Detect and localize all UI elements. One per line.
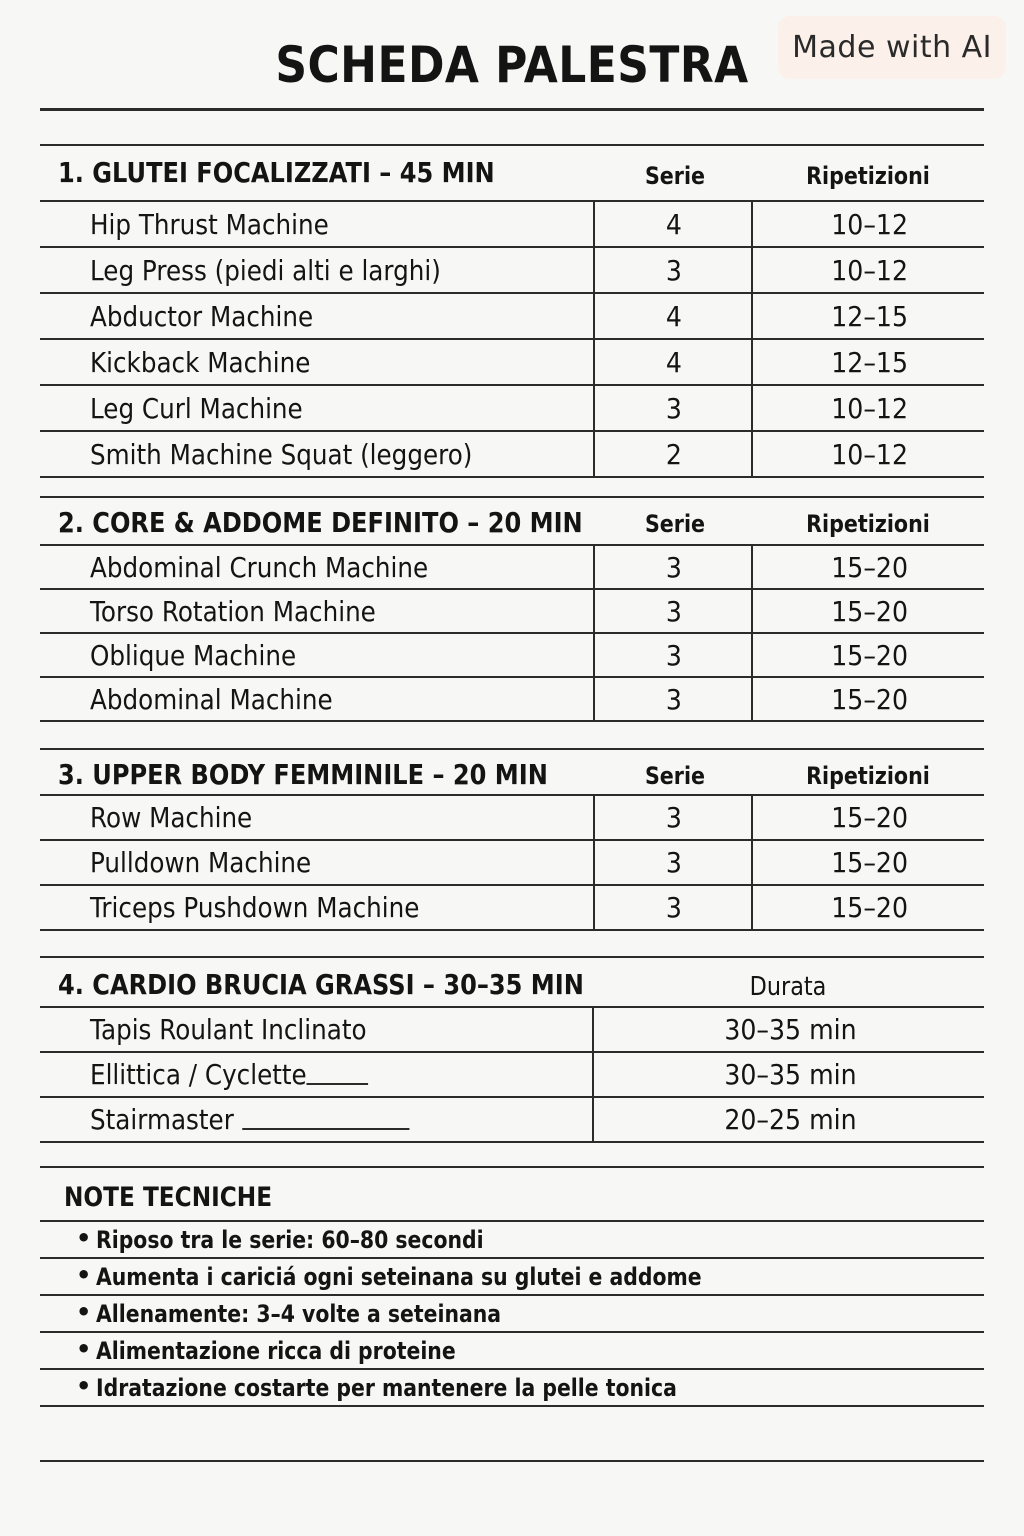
sets-value: 4 <box>665 345 683 379</box>
section-core <box>40 498 984 722</box>
table-row <box>40 634 984 678</box>
section-header <box>40 146 984 202</box>
sets-value: 4 <box>665 207 683 241</box>
reps-value: 10–12 <box>831 253 908 287</box>
table-row <box>40 590 984 634</box>
reps-value: 15–20 <box>831 638 908 672</box>
exercise-name: Hip Thrust Machine <box>90 207 329 241</box>
sets-cell <box>593 841 753 884</box>
column-header-ripetizioni: Ripetizioni <box>806 510 930 538</box>
reps-value: 12–15 <box>831 345 908 379</box>
reps-cell <box>751 248 986 292</box>
column-header-serie: Serie <box>644 162 706 190</box>
note-item <box>40 1370 984 1407</box>
reps-cell <box>751 432 986 476</box>
exercise-name <box>90 1053 368 1096</box>
reps-cell <box>751 634 986 676</box>
sets-cell <box>593 886 753 929</box>
reps-value: 10–12 <box>831 207 908 241</box>
note-item <box>40 1222 984 1259</box>
section-glutei <box>40 146 984 478</box>
exercise-name: Abdominal Machine <box>90 682 333 716</box>
bullet-icon: • <box>76 1261 92 1289</box>
sets-value: 3 <box>665 891 683 924</box>
bullet-icon: • <box>76 1335 92 1363</box>
reps-value: 15–20 <box>831 846 908 879</box>
bullet-icon: • <box>76 1298 92 1326</box>
reps-value: 15–20 <box>831 550 908 584</box>
note-text: Alimentazione ricca di proteine <box>96 1337 456 1365</box>
table-row <box>40 202 984 248</box>
reps-value: 10–12 <box>831 391 908 425</box>
sets-cell <box>593 294 753 338</box>
exercise-name-text: Stairmaster <box>90 1103 234 1136</box>
table-row <box>40 1098 984 1143</box>
sets-cell <box>593 386 753 430</box>
reps-cell <box>751 590 986 632</box>
exercise-name: Triceps Pushdown Machine <box>90 891 420 924</box>
reps-value: 15–20 <box>831 682 908 716</box>
section-header <box>40 750 984 796</box>
reps-cell <box>751 340 986 384</box>
sets-value: 3 <box>665 594 683 628</box>
blank-line <box>243 1110 410 1130</box>
bullet-icon: • <box>76 1224 92 1252</box>
technical-notes <box>40 1168 984 1407</box>
section-header <box>40 958 984 1008</box>
notes-header <box>40 1168 984 1222</box>
reps-cell <box>751 546 986 588</box>
sets-cell <box>593 202 753 246</box>
sets-cell <box>593 432 753 476</box>
footer-line <box>40 1460 984 1462</box>
exercise-name: Row Machine <box>90 801 253 834</box>
exercise-name: Torso Rotation Machine <box>90 594 376 628</box>
sets-value: 3 <box>665 682 683 716</box>
page-title: SCHEDA PALESTRA <box>275 36 749 94</box>
reps-cell <box>751 886 986 929</box>
duration-value: 30–35 min <box>723 1013 857 1046</box>
sets-cell <box>593 248 753 292</box>
section-title: 2. CORE & ADDOME DEFINITO – 20 MIN <box>58 506 583 539</box>
sets-value: 3 <box>665 638 683 672</box>
section-cardio <box>40 958 984 1143</box>
sets-cell <box>593 546 753 588</box>
reps-cell <box>751 841 986 884</box>
table-row <box>40 386 984 432</box>
duration-cell <box>592 1098 986 1141</box>
duration-value: 20–25 min <box>723 1103 857 1136</box>
reps-value: 15–20 <box>831 594 908 628</box>
title-divider <box>40 108 984 111</box>
sets-cell <box>593 678 753 720</box>
sets-value: 3 <box>665 391 683 425</box>
sets-value: 3 <box>665 801 683 834</box>
exercise-name: Oblique Machine <box>90 638 297 672</box>
blank-line <box>307 1065 369 1085</box>
exercise-name: Abdominal Crunch Machine <box>90 550 429 584</box>
table-row <box>40 796 984 841</box>
made-with-ai-badge: Made with AI <box>778 16 1006 79</box>
reps-value: 15–20 <box>831 891 908 924</box>
exercise-name: Smith Machine Squat (leggero) <box>90 437 473 471</box>
sets-value: 4 <box>665 299 683 333</box>
notes-title: NOTE TECNICHE <box>64 1182 273 1213</box>
bullet-icon: • <box>76 1372 92 1400</box>
table-row <box>40 1008 984 1053</box>
exercise-name <box>90 1098 410 1141</box>
exercise-name-text: Ellittica / Cyclette <box>90 1058 307 1091</box>
exercise-name: Pulldown Machine <box>90 846 312 879</box>
column-header-serie: Serie <box>644 510 706 538</box>
section-header <box>40 498 984 546</box>
sets-value: 3 <box>665 846 683 879</box>
note-item <box>40 1333 984 1370</box>
exercise-name: Leg Curl Machine <box>90 391 303 425</box>
exercise-name: Tapis Roulant Inclinato <box>90 1013 367 1046</box>
column-header-serie: Serie <box>644 762 706 790</box>
section-title: 4. CARDIO BRUCIA GRASSI – 30–35 MIN <box>58 968 584 1001</box>
section-title: 1. GLUTEI FOCALIZZATI – 45 MIN <box>58 156 495 189</box>
table-row <box>40 546 984 590</box>
section-title: 3. UPPER BODY FEMMINILE – 20 MIN <box>58 758 548 791</box>
sets-cell <box>593 590 753 632</box>
sets-cell <box>593 340 753 384</box>
reps-cell <box>751 202 986 246</box>
exercise-name: Kickback Machine <box>90 345 311 379</box>
table-row <box>40 432 984 478</box>
note-item <box>40 1296 984 1333</box>
reps-value: 12–15 <box>831 299 908 333</box>
duration-cell <box>592 1008 986 1051</box>
reps-value: 15–20 <box>831 801 908 834</box>
exercise-name: Leg Press (piedi alti e larghi) <box>90 253 441 287</box>
duration-cell <box>592 1053 986 1096</box>
note-item <box>40 1259 984 1296</box>
note-text: Allenamente: 3–4 volte a seteinana <box>96 1300 502 1328</box>
table-row <box>40 340 984 386</box>
reps-cell <box>751 386 986 430</box>
section-upper-body <box>40 750 984 931</box>
column-header-ripetizioni: Ripetizioni <box>806 162 930 190</box>
sets-value: 3 <box>665 550 683 584</box>
table-row <box>40 248 984 294</box>
sets-value: 2 <box>665 437 683 471</box>
exercise-name: Abductor Machine <box>90 299 314 333</box>
reps-cell <box>751 678 986 720</box>
note-text: Aumenta i cariciá ogni seteinana su glutei e addome <box>96 1263 702 1291</box>
reps-cell <box>751 294 986 338</box>
column-header-ripetizioni: Ripetizioni <box>806 762 930 790</box>
column-header-durata: Durata <box>749 972 827 1002</box>
table-row <box>40 294 984 340</box>
table-row <box>40 841 984 886</box>
sets-value: 3 <box>665 253 683 287</box>
reps-value: 10–12 <box>831 437 908 471</box>
table-row <box>40 1053 984 1098</box>
note-text: Idratazione costarte per mantenere la pelle tonica <box>96 1374 677 1402</box>
duration-value: 30–35 min <box>723 1058 857 1091</box>
table-row <box>40 886 984 931</box>
sets-cell <box>593 634 753 676</box>
sets-cell <box>593 796 753 839</box>
note-text: Riposo tra le serie: 60–80 secondi <box>96 1226 484 1254</box>
table-row <box>40 678 984 722</box>
reps-cell <box>751 796 986 839</box>
